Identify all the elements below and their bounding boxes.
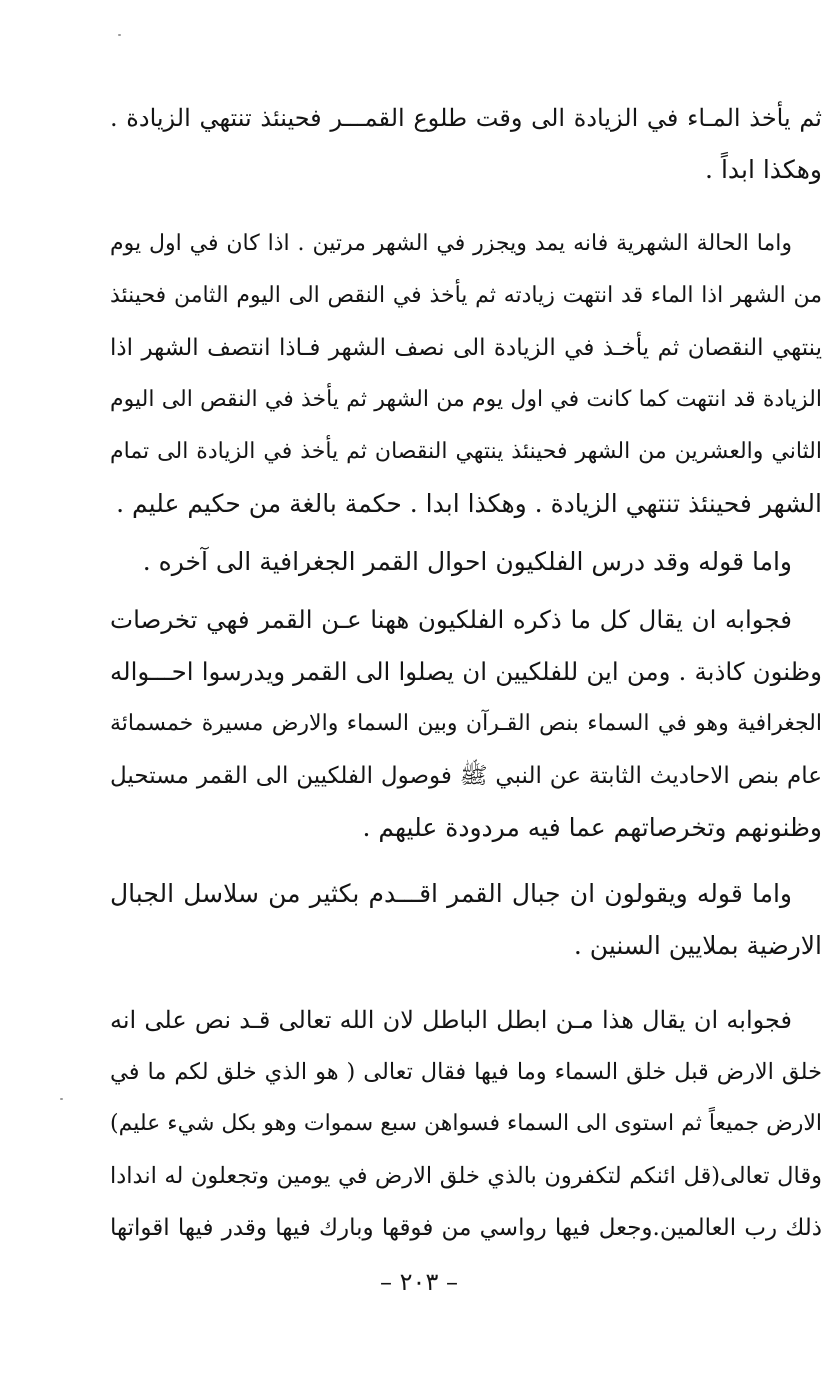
text-line: فجوابه ان يقال هذا مـن ابطل الباطل لان الله تعالى قـد نص على انه <box>110 1006 792 1034</box>
paragraph-tides-daily-end <box>110 92 822 196</box>
text-line: الشهر فحينئذ تنتهي الزيادة . وهكذا ابدا . حكمة بالغة من حكيم عليم . <box>116 489 822 518</box>
text-line: ذلك رب العالمين.وجعل فيها رواسي من فوقها وبارك فيها وقدر فيها اقواتها <box>110 1215 822 1241</box>
page-number: – ٢٠٣ – <box>380 1268 458 1296</box>
text-line: وقال تعالى(قل ائنكم لتكفرون بالذي خلق الارض في يومين وتجعلون له اندادا <box>110 1163 822 1189</box>
text-line: ثم يأخذ المـاء في الزيادة الى وقت طلوع القمـــر فحينئذ تنتهي الزيادة . <box>110 104 822 132</box>
text-line: خلق الارض قبل خلق السماء وما فيها فقال تعالى ( هو الذي خلق لكم ما في <box>110 1059 822 1085</box>
paragraph-answer-moon-geography <box>110 594 822 854</box>
paragraph-answer-moon-mountains <box>110 994 822 1254</box>
text-line: الثاني والعشرين من الشهر فحينئذ ينتهي النقصان ثم يأخذ في الزيادة الى تمام <box>110 439 822 464</box>
text-line: وظنونهم وتخرصاتهم عما فيه مردودة عليهم . <box>362 813 822 842</box>
text-line: الجغرافية وهو في السماء بنص القـرآن وبين السماء والارض مسيرة خمسمائة <box>110 711 822 736</box>
text-line: واما الحالة الشهرية فانه يمد ويجزر في الشهر مرتين . اذا كان في اول يوم <box>110 231 792 256</box>
text-line: ينتهي النقصان ثم يأخـذ في الزيادة الى نصف الشهر فـاذا انتصف الشهر اذا <box>110 335 822 361</box>
scan-speck <box>118 34 121 36</box>
paragraph-tides-monthly <box>110 218 822 530</box>
text-line: الارضية بملايين السنين . <box>573 931 822 960</box>
paragraph-quote-moon-geography <box>110 536 822 588</box>
page-body <box>110 92 822 1254</box>
scan-speck <box>60 1098 63 1100</box>
text-line: من الشهر اذا الماء قد انتهت زيادته ثم يأخذ في النقص الى اليوم الثامن فحينئذ <box>110 283 822 308</box>
text-line: وظنون كاذبة . ومن اين للفلكيين ان يصلوا الى القمر ويدرسوا احـــواله <box>110 657 822 686</box>
paragraph-quote-moon-mountains <box>110 868 822 972</box>
text-line: الزيادة قد انتهت كما كانت في اول يوم من الشهر ثم يأخذ في النقص الى اليوم <box>110 387 822 412</box>
text-line: وهكذا ابداً . <box>705 155 822 184</box>
text-line: الارض جميعاً ثم استوى الى السماء فسواهن سبع سموات وهو بكل شيء عليم) <box>110 1111 822 1136</box>
text-line: واما قوله ويقولون ان جبال القمر اقـــدم بكثير من سلاسل الجبال <box>110 879 792 908</box>
text-line: واما قوله وقد درس الفلكيون احوال القمر الجغرافية الى آخره . <box>142 547 792 576</box>
text-line: عام بنص الاحاديث الثابتة عن النبي ﷺ فوصول الفلكيين الى القمر مستحيل <box>110 763 822 789</box>
text-line: فجوابه ان يقال كل ما ذكره الفلكيون ههنا عـن القمر فهي تخرصات <box>110 605 792 634</box>
